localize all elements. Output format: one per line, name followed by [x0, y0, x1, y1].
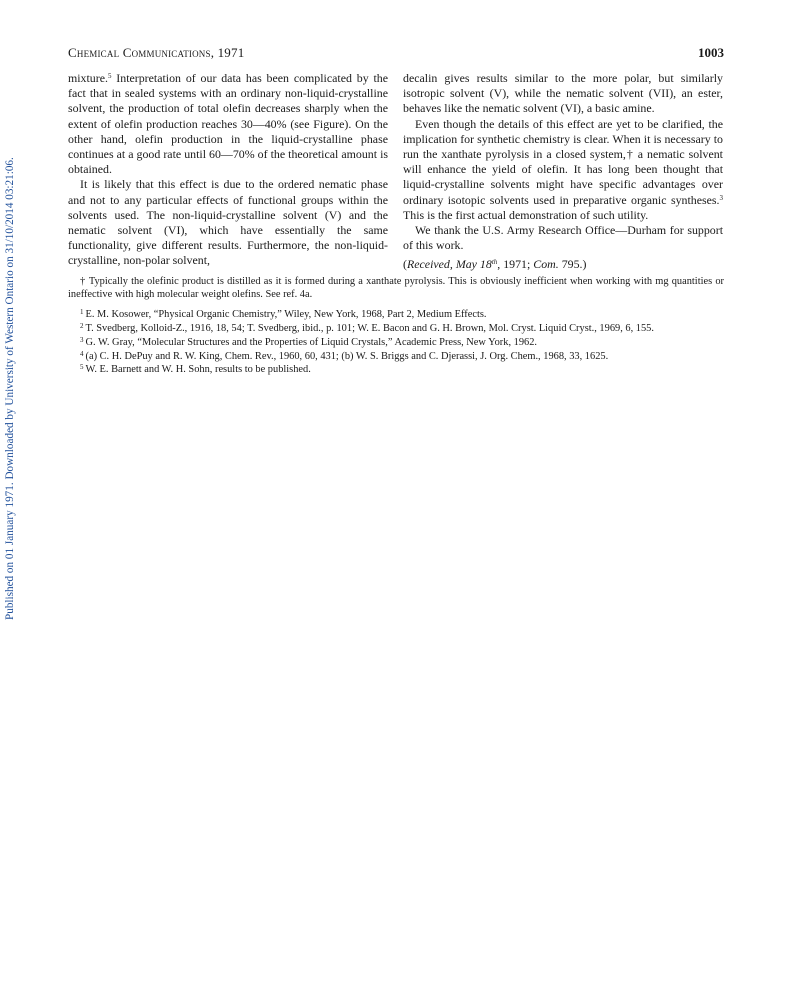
paragraph-interpretation: [68, 71, 388, 177]
received-label: Received: [406, 257, 450, 272]
reference-text: G. W. Gray, “Molecular Structures and the Properties of Liquid Crystals,” Academic Press, New York, 1962.: [85, 336, 538, 348]
reference-text: W. E. Barnett and W. H. Sohn, results to be published.: [85, 364, 311, 376]
received-date: , May 18: [449, 257, 492, 272]
reference-number: 3: [80, 335, 84, 344]
reference-number: 2: [80, 321, 84, 330]
running-header: [68, 45, 724, 61]
paragraph-synthetic-implication: [403, 117, 723, 223]
reference-item: [68, 307, 724, 321]
reference-item: [68, 321, 724, 335]
reference-item: [68, 349, 724, 363]
reference-text: T. Svedberg, Kolloid-Z., 1916, 18, 54; T. Svedberg, ibid., p. 101; W. E. Bacon and G. H. Brown, Mol. Cryst. Liquid Cryst., 1969, 6, 155.: [85, 322, 654, 334]
received-year: , 1971;: [497, 257, 534, 272]
received-date-suffix: th: [491, 258, 498, 267]
paragraph-text: mixture.: [68, 71, 108, 85]
reference-text: E. M. Kosower, “Physical Organic Chemistry,” Wiley, New York, 1968, Part 2, Medium Effects.: [85, 309, 487, 321]
download-watermark-text: Published on 01 January 1971. Downloaded by University of Western Ontario on 31/10/2014 03:21:06.: [4, 157, 16, 620]
paragraph-decalin: decalin gives results similar to the more polar, but similarly isotropic solvent (V), while the nematic solvent (VII), an ester, behaves like the nematic solvent (VI), a basic amine.: [403, 71, 723, 116]
download-watermark: [4, 150, 18, 620]
footnotes: [68, 276, 724, 376]
received-line: [403, 257, 723, 272]
paragraph-text: Even though the details of this effect are yet to be clarified, the implication for synthetic chemistry is clear. When it is necessary to run the xanthate pyrolysis in a closed system,† a nematic solvent will enhance the yield of olefin. It has long been thought that liquid-crystalline solvents might have specific advantages over ordinary isotopic solvents used in preparative organic syntheses.: [403, 116, 723, 207]
journal-title: Chemical Communications, 1971: [68, 45, 245, 60]
paragraph-text: This is the first actual demonstration of such utility.: [403, 207, 649, 222]
reference-text: (a) C. H. DePuy and R. W. King, Chem. Rev., 1960, 60, 431; (b) W. S. Briggs and C. Djerassi, J. Org. Chem., 1968, 33, 1625.: [85, 350, 609, 362]
page-number: 1003: [698, 45, 724, 60]
received-text: (: [403, 257, 407, 272]
citation-superscript: 3: [719, 193, 723, 202]
dagger-footnote: † Typically the olefinic product is distilled as it is formed during a xanthate pyrolysis. This is obviously inefficient when working with mg quantities or ineffective with high molecular weight olefins. See ref. 4a.: [68, 276, 724, 300]
left-column: [68, 71, 388, 269]
reference-number: 1: [80, 308, 84, 317]
paragraph-text: Interpretation of our data has been complicated by the fact that in sealed systems with an ordinary non-liquid-crystalline solvent, the production of total olefin decreases sharply when the extent of olefin production reaches 30—40% (see Figure). On the other hand, olefin production in the liquid-crystalline phase continues at a good rate until 60—70% of the theoretical amount is obtained.: [68, 71, 388, 177]
communication-label: Com.: [533, 257, 559, 272]
reference-item: [68, 335, 724, 349]
reference-number: 4: [80, 349, 84, 358]
right-column: [403, 71, 723, 273]
reference-item: [68, 362, 724, 376]
citation-superscript: 5: [107, 72, 112, 80]
paragraph-acknowledgement: We thank the U.S. Army Research Office—Durham for support of this work.: [403, 223, 723, 253]
paragraph-nematic-effect: It is likely that this effect is due to the ordered nematic phase and not to any particular effects of functional groups within the solvents used. The non-liquid-crystalline solvent (V) and the nematic solvent (VI), which have essentially the same functionality, give different results. Furthermore, the non-liquid-crystalline, non-polar solvent,: [68, 177, 388, 268]
reference-list: [68, 307, 724, 376]
reference-number: 5: [80, 363, 84, 372]
communication-number: 795.): [558, 257, 587, 272]
